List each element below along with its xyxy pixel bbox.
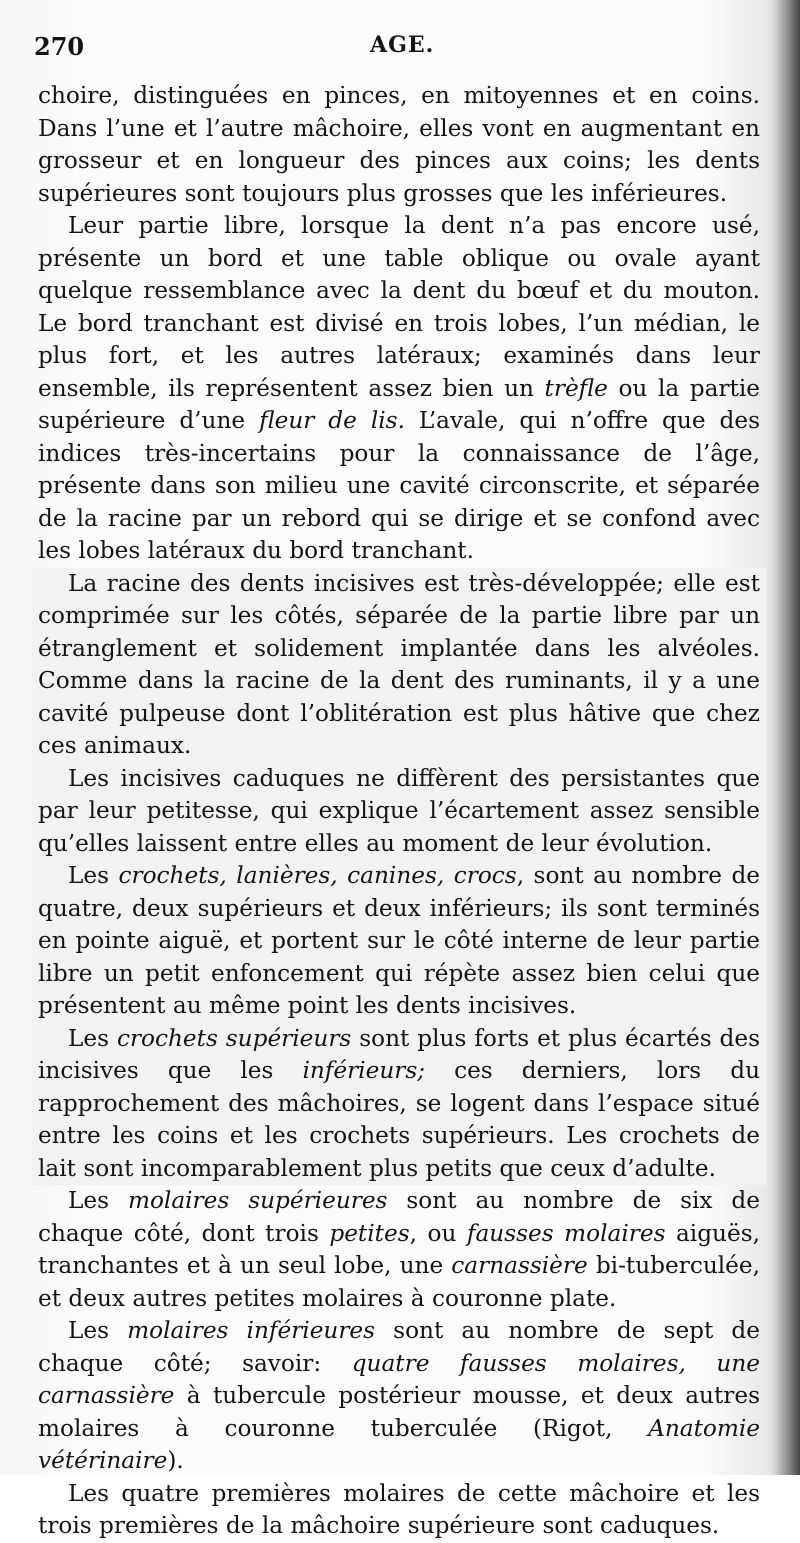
running-head: AGE. xyxy=(370,32,435,58)
text-segment: aiguës, tranchantes et à un seul lobe, une xyxy=(38,1219,760,1279)
page-header xyxy=(0,32,800,72)
text-segment: sont au nombre de sept de chaque côté; savoir: xyxy=(38,1317,760,1377)
italic-text: Anatomie vétérinaire xyxy=(38,1414,760,1474)
italic-text: trèfle xyxy=(544,374,608,402)
text-segment: ces derniers, lors du rapprochement des mâchoires, se logent dans l’espace situé entre les coins et les crochets supérieurs. Les crochets de lait sont incomparablement plus petits que ceux d’adulte. xyxy=(38,1057,761,1182)
text-segment: à tubercule postérieur mousse, et deux autres molaires à couronne tuberculée (Rigot, xyxy=(38,1382,760,1442)
italic-text: carnassière xyxy=(451,1252,588,1279)
italic-text: petites xyxy=(329,1219,410,1247)
paragraph xyxy=(38,1023,760,1186)
text-segment: L’avale, qui n’offre que des indices très-incertains pour la connaissance de l’âge, présente dans son milieu une cavité circonscrite, et séparée de la racine par un rebord qui se dirige et se confond avec les lobes latéraux du bord tranchant. xyxy=(38,407,760,564)
text-segment: Les xyxy=(68,1317,128,1344)
body-text xyxy=(38,80,760,1543)
text-segment: bi-tuberculée, et deux autres petites molaires à couronne plate. xyxy=(38,1252,760,1312)
paragraph xyxy=(38,860,760,1023)
text-segment: Les xyxy=(68,1187,128,1214)
text-segment: La racine des dents incisives est très-développée; elle est comprimée sur les côtés, séparée de la partie libre par un étranglement et solidement implantée dans les alvéoles. Comme dans la racine de la dent des ruminants, il y a une cavité pulpeuse dont l’oblitération est plus hâtive que chez ces animaux. xyxy=(38,569,760,759)
text-segment: choire, distinguées en pinces, en mitoyennes et en coins. Dans l’une et l’autre mâchoire, elles vont en augmentant en grosseur et en longueur des pinces aux coins; les dents supérieures sont toujours plus grosses que les inférieures. xyxy=(38,82,760,207)
paragraph xyxy=(38,80,760,210)
paragraph xyxy=(38,1185,760,1315)
italic-text: fausses molaires xyxy=(466,1219,666,1247)
italic-text: crochets supérieurs xyxy=(116,1024,352,1052)
text-segment: sont au nombre de six de chaque côté, dont trois xyxy=(38,1187,760,1247)
italic-text: molaires supérieures xyxy=(127,1187,388,1214)
text-segment: Les xyxy=(68,1024,117,1052)
italic-text: inférieurs; xyxy=(302,1057,426,1084)
text-segment: , ou xyxy=(409,1219,467,1247)
text-segment: sont plus forts et plus écartés des incisives que les xyxy=(38,1024,760,1084)
text-segment: Les quatre premières molaires de cette mâchoire et les trois premières de la mâchoire supérieure sont caduques. xyxy=(38,1479,760,1539)
italic-text: crochets, lanières, canines, crocs xyxy=(118,862,517,889)
page-number: 270 xyxy=(34,32,85,61)
paragraph xyxy=(38,1478,760,1543)
text-segment: ou la partie supérieure d’une xyxy=(38,374,760,434)
paragraph xyxy=(38,568,760,763)
text-segment: Les xyxy=(68,862,119,889)
text-segment: , sont au nombre de quatre, deux supérieurs et deux inférieurs; ils sont terminés en pointe aiguë, et portent sur le côté interne de leur partie libre un petit enfoncement qui répète assez bien celui que présentent au même point les dents incisives. xyxy=(38,862,761,1019)
paragraph xyxy=(38,210,760,568)
paragraph xyxy=(38,763,760,861)
italic-text: fleur de lis. xyxy=(259,407,405,434)
italic-text: quatre fausses molaires, une carnassière xyxy=(38,1349,760,1409)
italic-text: molaires inférieures xyxy=(127,1317,376,1344)
text-segment: Les incisives caduques ne diffèrent des persistantes que par leur petitesse, qui explique l’écartement assez sensible qu’elles laissent entre elles au moment de leur évolution. xyxy=(38,764,760,857)
binding-shadow xyxy=(774,0,800,1475)
text-segment: Leur partie libre, lorsque la dent n’a pas encore usé, présente un bord et une table oblique ou ovale ayant quelque ressemblance avec la dent du bœuf et du mouton. Le bord tranchant est divisé en trois lobes, l’un médian, le plus fort, et les autres latéraux; examinés dans leur ensemble, ils représentent assez bien un xyxy=(38,212,760,402)
paragraph xyxy=(38,1315,760,1478)
text-segment: ). xyxy=(167,1447,184,1474)
